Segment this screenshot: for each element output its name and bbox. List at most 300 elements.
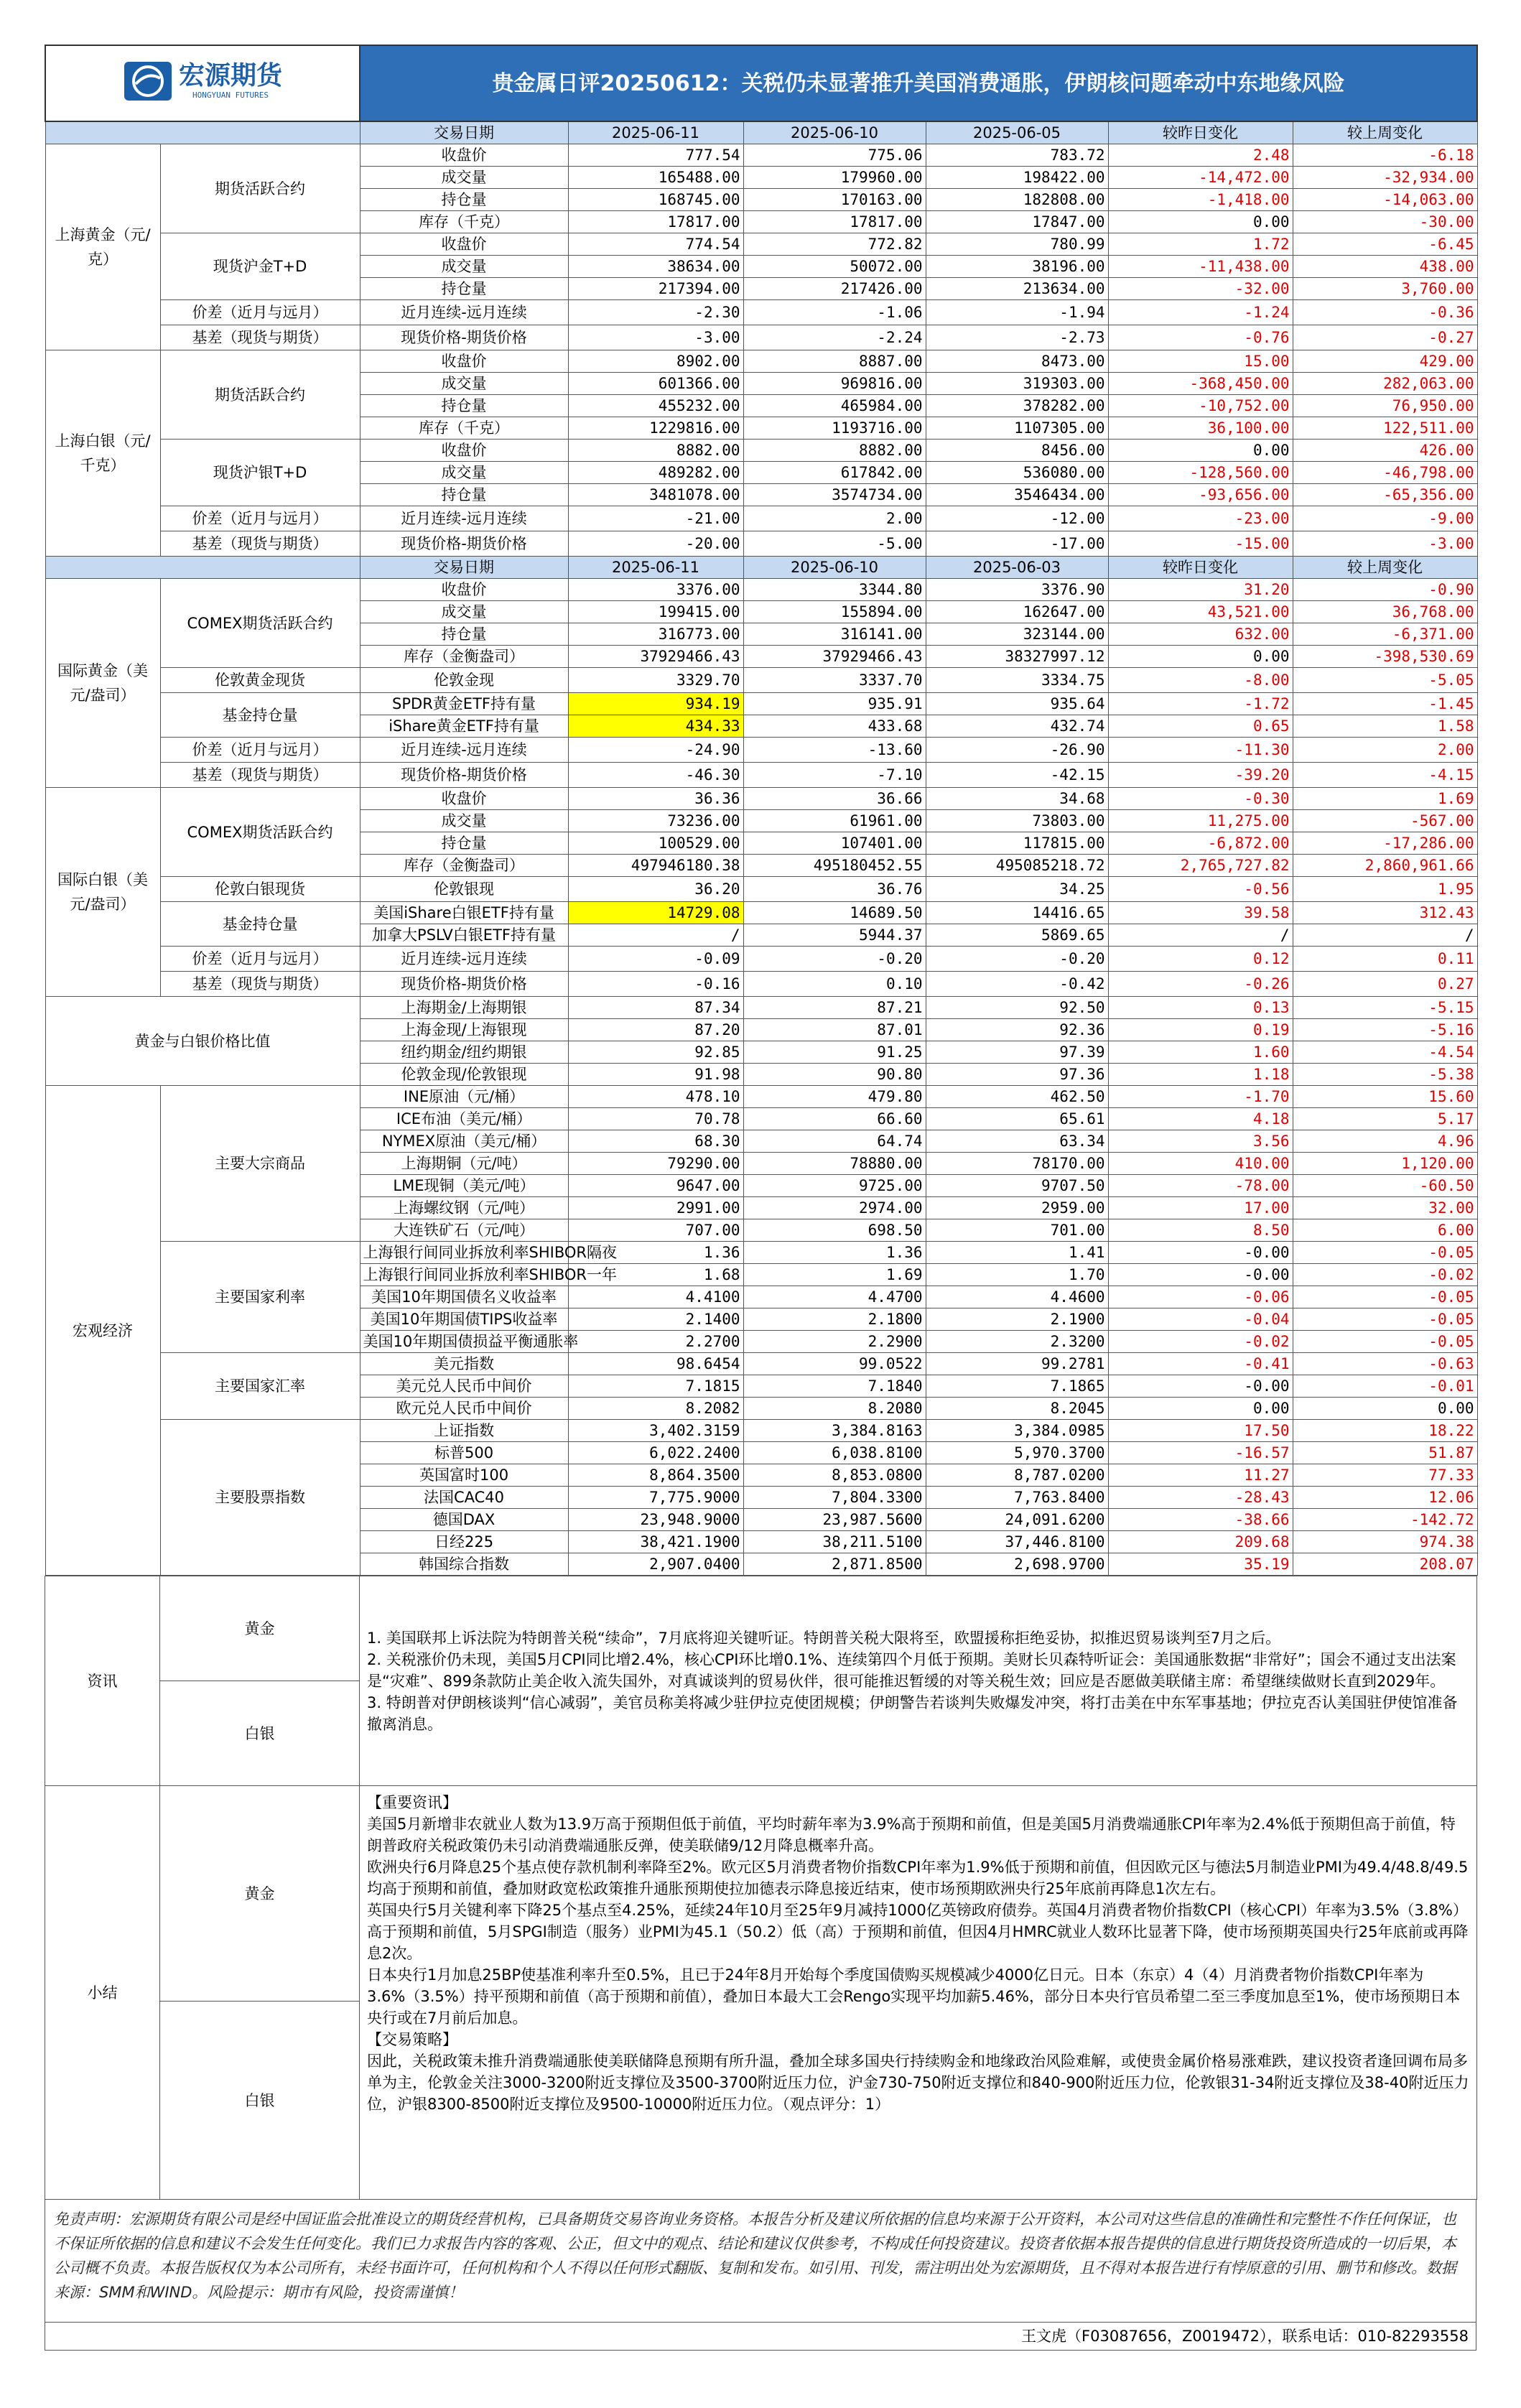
- value-cell: 23,948.9000: [568, 1509, 743, 1531]
- news-row-gold: [45, 1576, 1477, 1681]
- news-content: [360, 1576, 1477, 1786]
- row-label: SPDR黄金ETF持有量: [360, 693, 568, 715]
- value-cell: 1.69: [1293, 788, 1477, 810]
- subgroup-label: 基差（现货与期货）: [160, 972, 360, 997]
- value-cell: 3,760.00: [1293, 278, 1477, 300]
- value-cell: 316773.00: [568, 623, 743, 646]
- row-label: 美元兑人民币中间价: [360, 1375, 568, 1398]
- value-cell: 282,063.00: [1293, 373, 1477, 395]
- column-header: 交易日期: [360, 557, 568, 579]
- value-cell: 43,521.00: [1108, 601, 1293, 623]
- value-cell: 9707.50: [926, 1175, 1108, 1197]
- value-cell: 2974.00: [743, 1197, 926, 1219]
- strategy-heading: 【交易策略】: [367, 2031, 457, 2048]
- value-cell: -0.06: [1108, 1286, 1293, 1308]
- value-cell: -0.27: [1293, 325, 1477, 350]
- value-cell: 79290.00: [568, 1153, 743, 1175]
- value-cell: 6.00: [1293, 1219, 1477, 1242]
- value-cell: 479.80: [743, 1086, 926, 1108]
- row-label: iShare黄金ETF持有量: [360, 715, 568, 738]
- value-cell: 51.87: [1293, 1442, 1477, 1464]
- column-header-row: [45, 557, 1477, 579]
- value-cell: 974.38: [1293, 1531, 1477, 1553]
- value-cell: 0.11: [1293, 947, 1477, 972]
- value-cell: -39.20: [1108, 763, 1293, 788]
- table-row: [45, 788, 1477, 810]
- report-title: 贵金属日评20250612：关税仍未显著推升美国消费通胀，伊朗核问题牵动中东地缘风险: [360, 45, 1477, 121]
- value-cell: -6,371.00: [1293, 623, 1477, 646]
- value-cell: -38.66: [1108, 1509, 1293, 1531]
- value-cell: -65,356.00: [1293, 484, 1477, 506]
- value-cell: 17.00: [1108, 1197, 1293, 1219]
- value-cell: 8.50: [1108, 1219, 1293, 1242]
- value-cell: 78880.00: [743, 1153, 926, 1175]
- row-label: LME现铜（美元/吨）: [360, 1175, 568, 1197]
- summary-heading: 【重要资讯】: [367, 1794, 457, 1811]
- value-cell: -1,418.00: [1108, 189, 1293, 211]
- table-row: [45, 300, 1477, 325]
- table-row: [45, 325, 1477, 350]
- value-cell: 617842.00: [743, 462, 926, 484]
- row-label: 上海银行间同业拆放利率SHIBOR隔夜: [360, 1242, 568, 1264]
- value-cell: 208.07: [1293, 1553, 1477, 1576]
- table-row: [45, 947, 1477, 972]
- value-cell: /: [1293, 924, 1477, 947]
- row-label: 上证指数: [360, 1420, 568, 1442]
- value-cell: -12.00: [926, 506, 1108, 531]
- subgroup-label: 基差（现货与期货）: [160, 325, 360, 350]
- value-cell: 1.58: [1293, 715, 1477, 738]
- value-cell: -32,934.00: [1293, 167, 1477, 189]
- value-cell: 122,511.00: [1293, 417, 1477, 440]
- row-label: 韩国综合指数: [360, 1553, 568, 1576]
- value-cell: -0.02: [1293, 1264, 1477, 1286]
- value-cell: 0.00: [1108, 646, 1293, 668]
- value-cell: 73236.00: [568, 810, 743, 832]
- value-cell: 434.33: [568, 715, 743, 738]
- value-cell: 319303.00: [926, 373, 1108, 395]
- value-cell: 2,860,961.66: [1293, 855, 1477, 877]
- value-cell: 36.66: [743, 788, 926, 810]
- value-cell: -5.38: [1293, 1064, 1477, 1086]
- value-cell: -13.60: [743, 738, 926, 763]
- value-cell: 0.12: [1108, 947, 1293, 972]
- value-cell: -7.10: [743, 763, 926, 788]
- row-label: 欧元兑人民币中间价: [360, 1398, 568, 1420]
- value-cell: 780.99: [926, 233, 1108, 256]
- value-cell: 426.00: [1293, 440, 1477, 462]
- value-cell: 1.36: [568, 1242, 743, 1264]
- value-cell: 6,022.2400: [568, 1442, 743, 1464]
- row-label: 持仓量: [360, 278, 568, 300]
- value-cell: -20.00: [568, 531, 743, 557]
- value-cell: -3.00: [1293, 531, 1477, 557]
- value-cell: 162647.00: [926, 601, 1108, 623]
- row-label: 现货价格-期货价格: [360, 531, 568, 557]
- news-sub-silver: 白银: [160, 1681, 360, 1786]
- value-cell: 0.65: [1108, 715, 1293, 738]
- value-cell: 489282.00: [568, 462, 743, 484]
- group-label: 黄金与白银价格比值: [45, 997, 360, 1086]
- value-cell: -0.76: [1108, 325, 1293, 350]
- summary-paragraph: 欧洲央行6月降息25个基点使存款机制利率降至2%。欧元区5月消费者物价指数CPI年率为1.9%低于预期和前值，但因欧元区与德法5月制造业PMI为49.4/48.8/49.5均高于预期和前值，叠加财政宽松政策推升通胀预期使拉加德表示降息接近结束，使市场预期欧洲央行25年底前再降息1次左右。: [367, 1859, 1469, 1897]
- row-label: 成交量: [360, 256, 568, 278]
- row-label: 收盘价: [360, 144, 568, 167]
- row-label: 加拿大PSLV白银ETF持有量: [360, 924, 568, 947]
- value-cell: 87.01: [743, 1019, 926, 1041]
- value-cell: 37,446.8100: [926, 1531, 1108, 1553]
- value-cell: 438.00: [1293, 256, 1477, 278]
- row-label: INE原油（元/桶）: [360, 1086, 568, 1108]
- value-cell: 15.00: [1108, 350, 1293, 373]
- value-cell: 774.54: [568, 233, 743, 256]
- value-cell: 495085218.72: [926, 855, 1108, 877]
- value-cell: 165488.00: [568, 167, 743, 189]
- value-cell: 3,384.0985: [926, 1420, 1108, 1442]
- row-label: 现货价格-期货价格: [360, 763, 568, 788]
- row-label: 美国10年期国债损益平衡通胀率: [360, 1331, 568, 1353]
- value-cell: 50072.00: [743, 256, 926, 278]
- table-row: [45, 579, 1477, 601]
- row-label: 成交量: [360, 167, 568, 189]
- value-cell: 316141.00: [743, 623, 926, 646]
- value-cell: 61961.00: [743, 810, 926, 832]
- group-label: 宏观经济: [45, 1086, 160, 1576]
- value-cell: 495180452.55: [743, 855, 926, 877]
- subgroup-label: 主要国家利率: [160, 1242, 360, 1353]
- row-label: 成交量: [360, 373, 568, 395]
- subgroup-label: 基差（现货与期货）: [160, 531, 360, 557]
- table-row: [45, 738, 1477, 763]
- value-cell: 3344.80: [743, 579, 926, 601]
- row-label: 近月连续-远月连续: [360, 300, 568, 325]
- value-cell: 698.50: [743, 1219, 926, 1242]
- value-cell: -0.26: [1108, 972, 1293, 997]
- value-cell: -5.16: [1293, 1019, 1477, 1041]
- value-cell: 1.69: [743, 1264, 926, 1286]
- value-cell: 1.95: [1293, 877, 1477, 902]
- value-cell: 31.20: [1108, 579, 1293, 601]
- news-label: 资讯: [45, 1576, 160, 1786]
- value-cell: 4.96: [1293, 1130, 1477, 1153]
- value-cell: 107401.00: [743, 832, 926, 855]
- value-cell: -0.05: [1293, 1331, 1477, 1353]
- value-cell: 429.00: [1293, 350, 1477, 373]
- row-label: 法国CAC40: [360, 1487, 568, 1509]
- value-cell: -78.00: [1108, 1175, 1293, 1197]
- table-row: [45, 1242, 1477, 1264]
- data-table: [45, 45, 1478, 1576]
- value-cell: -1.72: [1108, 693, 1293, 715]
- row-label: 收盘价: [360, 440, 568, 462]
- value-cell: 2.00: [743, 506, 926, 531]
- column-header: 较上周变化: [1293, 557, 1477, 579]
- value-cell: 14416.65: [926, 902, 1108, 924]
- logo-subtext: HONGYUAN FUTURES: [192, 90, 269, 100]
- value-cell: 4.4700: [743, 1286, 926, 1308]
- subgroup-label: 现货沪金T+D: [160, 233, 360, 300]
- column-header: 2025-06-11: [568, 121, 743, 144]
- summary-row-gold: [45, 1786, 1477, 2002]
- value-cell: 11.27: [1108, 1464, 1293, 1487]
- row-label: NYMEX原油（美元/桶）: [360, 1130, 568, 1153]
- value-cell: 70.78: [568, 1108, 743, 1130]
- table-row: [45, 668, 1477, 693]
- value-cell: -1.70: [1108, 1086, 1293, 1108]
- header-blank: [45, 557, 360, 579]
- table-row: [45, 877, 1477, 902]
- news-item: 1. 美国联邦上诉法院为特朗普关税“续命”，7月底将迎关键听证。特朗普关税大限将至，欧盟援称拒绝妥协，拟推迟贸易谈判至7月之后。: [367, 1629, 1281, 1647]
- value-cell: -3.00: [568, 325, 743, 350]
- summary-paragraph: 日本央行1月加息25BP使基准利率升至0.5%，且已于24年8月开始每个季度国债购买规模减少4000亿日元。日本（东京）4（4）月消费者物价指数CPI年率为3.6%（3.5%）持平预期和前值（高于预期和前值），叠加日本最大工会Rengo实现平均加薪5.46%，部分日本央行官员希望二至三季度加息至1%，使市场预期日本央行或在7月前后加息。: [367, 1966, 1461, 2027]
- value-cell: -0.20: [743, 947, 926, 972]
- value-cell: -28.43: [1108, 1487, 1293, 1509]
- value-cell: -0.00: [1108, 1375, 1293, 1398]
- value-cell: 432.74: [926, 715, 1108, 738]
- value-cell: -4.15: [1293, 763, 1477, 788]
- value-cell: 2.1400: [568, 1308, 743, 1331]
- value-cell: -0.04: [1108, 1308, 1293, 1331]
- value-cell: -0.05: [1293, 1308, 1477, 1331]
- value-cell: 323144.00: [926, 623, 1108, 646]
- value-cell: 601366.00: [568, 373, 743, 395]
- value-cell: 312.43: [1293, 902, 1477, 924]
- row-label: 近月连续-远月连续: [360, 738, 568, 763]
- row-label: 美国iShare白银ETF持有量: [360, 902, 568, 924]
- value-cell: 117815.00: [926, 832, 1108, 855]
- value-cell: 17.50: [1108, 1420, 1293, 1442]
- value-cell: 2.1800: [743, 1308, 926, 1331]
- value-cell: 7,804.3300: [743, 1487, 926, 1509]
- value-cell: 775.06: [743, 144, 926, 167]
- table-row: [45, 350, 1477, 373]
- table-row: [45, 1353, 1477, 1375]
- value-cell: 97.39: [926, 1041, 1108, 1064]
- subgroup-label: 价差（近月与远月）: [160, 300, 360, 325]
- value-cell: 168745.00: [568, 189, 743, 211]
- value-cell: 5,970.3700: [926, 1442, 1108, 1464]
- value-cell: 38196.00: [926, 256, 1108, 278]
- row-label: 库存（千克）: [360, 211, 568, 233]
- row-label: 持仓量: [360, 484, 568, 506]
- row-label: 库存（金衡盎司）: [360, 646, 568, 668]
- value-cell: 935.91: [743, 693, 926, 715]
- value-cell: 707.00: [568, 1219, 743, 1242]
- report-page: [45, 45, 1476, 2351]
- value-cell: 2.2700: [568, 1331, 743, 1353]
- value-cell: 3337.70: [743, 668, 926, 693]
- value-cell: 91.25: [743, 1041, 926, 1064]
- value-cell: -8.00: [1108, 668, 1293, 693]
- value-cell: 1229816.00: [568, 417, 743, 440]
- row-label: 近月连续-远月连续: [360, 506, 568, 531]
- value-cell: 8902.00: [568, 350, 743, 373]
- row-label: 成交量: [360, 601, 568, 623]
- value-cell: 2.3200: [926, 1331, 1108, 1353]
- value-cell: -11,438.00: [1108, 256, 1293, 278]
- subgroup-label: 伦敦黄金现货: [160, 668, 360, 693]
- row-label: 上海金现/上海银现: [360, 1019, 568, 1041]
- value-cell: -0.01: [1293, 1375, 1477, 1398]
- value-cell: 8.2080: [743, 1398, 926, 1420]
- value-cell: 97.36: [926, 1064, 1108, 1086]
- value-cell: 1107305.00: [926, 417, 1108, 440]
- value-cell: 772.82: [743, 233, 926, 256]
- subgroup-label: 期货活跃合约: [160, 144, 360, 233]
- row-label: 上海螺纹钢（元/吨）: [360, 1197, 568, 1219]
- column-header: 2025-06-03: [926, 557, 1108, 579]
- value-cell: 4.18: [1108, 1108, 1293, 1130]
- value-cell: 155894.00: [743, 601, 926, 623]
- row-label: 美国10年期国债TIPS收益率: [360, 1308, 568, 1331]
- value-cell: -1.45: [1293, 693, 1477, 715]
- subgroup-label: 价差（近月与远月）: [160, 506, 360, 531]
- value-cell: -23.00: [1108, 506, 1293, 531]
- value-cell: 3,384.8163: [743, 1420, 926, 1442]
- value-cell: 3574734.00: [743, 484, 926, 506]
- value-cell: 0.00: [1293, 1398, 1477, 1420]
- value-cell: -2.30: [568, 300, 743, 325]
- value-cell: 66.60: [743, 1108, 926, 1130]
- info-table: [45, 1576, 1477, 2200]
- value-cell: 7,763.8400: [926, 1487, 1108, 1509]
- disclaimer: 免责声明：宏源期货有限公司是经中国证监会批准设立的期货经营机构，已具备期货交易咨询业务资格。本报告分析及建议所依据的信息均来源于公开资料，本公司对这些信息的准确性和完整性不作任何保证，也不保证所依据的信息和建议不会发生任何变化。我们已力求报告内容的客观、公正，但文中的观点、结论和建议仅供参考，不构成任何投资建议。投资者依据本报告提供的信息进行期货投资所造成的一切后果，本公司概不负责。本报告版权仅为本公司所有，未经书面许可，任何机构和个人不得以任何形式翻版、复制和发布。如引用、刊发，需注明出处为宏源期货，且不得对本报告进行有悖原意的引用、删节和修改。数据来源：SMM和WIND。风险提示：期市有风险，投资需谨慎！: [45, 2200, 1476, 2323]
- table-row: [45, 902, 1477, 924]
- signature: 王文虎（F03087656，Z0019472），联系电话：010-82293558: [45, 2323, 1476, 2351]
- subgroup-label: 主要大宗商品: [160, 1086, 360, 1242]
- summary-label: 小结: [45, 1786, 160, 2200]
- value-cell: 1.36: [743, 1242, 926, 1264]
- value-cell: 6,038.8100: [743, 1442, 926, 1464]
- subgroup-label: 基差（现货与期货）: [160, 763, 360, 788]
- value-cell: -6,872.00: [1108, 832, 1293, 855]
- value-cell: 14689.50: [743, 902, 926, 924]
- row-label: 持仓量: [360, 832, 568, 855]
- subgroup-label: 期货活跃合约: [160, 350, 360, 440]
- value-cell: 7,775.9000: [568, 1487, 743, 1509]
- value-cell: 87.20: [568, 1019, 743, 1041]
- summary-sub-silver: 白银: [160, 2002, 360, 2200]
- value-cell: 410.00: [1108, 1153, 1293, 1175]
- value-cell: -0.02: [1108, 1331, 1293, 1353]
- value-cell: -60.50: [1293, 1175, 1477, 1197]
- value-cell: 3376.90: [926, 579, 1108, 601]
- value-cell: 8,787.0200: [926, 1464, 1108, 1487]
- column-header-row: [45, 121, 1477, 144]
- strategy-text: 因此，关税政策未推升消费端通胀使美联储降息预期有所升温，叠加全球多国央行持续购金和地缘政治风险难解，或使贵金属价格易涨难跌，建议投资者逢回调布局多单为主，伦敦金关注3000-3200附近支撑位及3500-3700附近压力位，沪金730-750附近支撑位和840-900附近压力位，伦敦银31-34附近支撑位及38-40附近压力位，沪银8300-8500附近支撑位及9500-10000附近压力位。（观点评分：1）: [367, 2053, 1469, 2113]
- value-cell: 38,211.5100: [743, 1531, 926, 1553]
- value-cell: 17847.00: [926, 211, 1108, 233]
- value-cell: 36.36: [568, 788, 743, 810]
- value-cell: 36.76: [743, 877, 926, 902]
- value-cell: -398,530.69: [1293, 646, 1477, 668]
- value-cell: 99.0522: [743, 1353, 926, 1375]
- subgroup-label: 主要股票指数: [160, 1420, 360, 1576]
- table-row: [45, 440, 1477, 462]
- group-label: 国际白银（美元/盎司）: [45, 788, 160, 997]
- value-cell: 3,402.3159: [568, 1420, 743, 1442]
- value-cell: 536080.00: [926, 462, 1108, 484]
- value-cell: 7.1815: [568, 1375, 743, 1398]
- row-label: 成交量: [360, 810, 568, 832]
- value-cell: 1.68: [568, 1264, 743, 1286]
- value-cell: 0.27: [1293, 972, 1477, 997]
- value-cell: 465984.00: [743, 395, 926, 417]
- value-cell: 0.00: [1108, 1398, 1293, 1420]
- header-blank: [45, 121, 360, 144]
- value-cell: 433.68: [743, 715, 926, 738]
- value-cell: 1193716.00: [743, 417, 926, 440]
- value-cell: 783.72: [926, 144, 1108, 167]
- subgroup-label: 基金持仓量: [160, 902, 360, 947]
- value-cell: -16.57: [1108, 1442, 1293, 1464]
- value-cell: 12.06: [1293, 1487, 1477, 1509]
- value-cell: -0.05: [1293, 1242, 1477, 1264]
- value-cell: -14,472.00: [1108, 167, 1293, 189]
- value-cell: 17817.00: [568, 211, 743, 233]
- value-cell: -32.00: [1108, 278, 1293, 300]
- logo: [45, 45, 360, 121]
- value-cell: 935.64: [926, 693, 1108, 715]
- value-cell: -0.30: [1108, 788, 1293, 810]
- value-cell: -15.00: [1108, 531, 1293, 557]
- value-cell: 5869.65: [926, 924, 1108, 947]
- value-cell: -93,656.00: [1108, 484, 1293, 506]
- news-item: 3. 特朗普对伊朗核谈判“信心减弱”，美官员称美将减少驻伊拉克使团规模；伊朗警告若谈判失败爆发冲突，将打击美在中东军事基地；伊拉克否认美国驻伊使馆准备撤离消息。: [367, 1693, 1458, 1733]
- value-cell: 36.20: [568, 877, 743, 902]
- value-cell: 17817.00: [743, 211, 926, 233]
- value-cell: 8.2082: [568, 1398, 743, 1420]
- summary-sub-gold: 黄金: [160, 1786, 360, 2002]
- value-cell: -0.90: [1293, 579, 1477, 601]
- value-cell: 8.2045: [926, 1398, 1108, 1420]
- value-cell: 632.00: [1108, 623, 1293, 646]
- row-label: 上海期金/上海期银: [360, 997, 568, 1019]
- value-cell: 777.54: [568, 144, 743, 167]
- value-cell: -10,752.00: [1108, 395, 1293, 417]
- value-cell: -5.05: [1293, 668, 1477, 693]
- table-row: [45, 144, 1477, 167]
- value-cell: 36,100.00: [1108, 417, 1293, 440]
- column-header: 较昨日变化: [1108, 121, 1293, 144]
- value-cell: 4.4100: [568, 1286, 743, 1308]
- row-label: 收盘价: [360, 579, 568, 601]
- value-cell: 1.41: [926, 1242, 1108, 1264]
- value-cell: 3329.70: [568, 668, 743, 693]
- value-cell: 2,698.9700: [926, 1553, 1108, 1576]
- value-cell: 91.98: [568, 1064, 743, 1086]
- row-label: 近月连续-远月连续: [360, 947, 568, 972]
- value-cell: -1.24: [1108, 300, 1293, 325]
- value-cell: 8887.00: [743, 350, 926, 373]
- table-row: [45, 997, 1477, 1019]
- value-cell: 179960.00: [743, 167, 926, 189]
- logo-text: 宏源期货: [179, 61, 283, 90]
- group-label: 上海黄金（元/克）: [45, 144, 160, 350]
- value-cell: 182808.00: [926, 189, 1108, 211]
- value-cell: 92.36: [926, 1019, 1108, 1041]
- row-label: 收盘价: [360, 233, 568, 256]
- value-cell: 35.19: [1108, 1553, 1293, 1576]
- value-cell: 9647.00: [568, 1175, 743, 1197]
- row-label: 伦敦金现: [360, 668, 568, 693]
- value-cell: -24.90: [568, 738, 743, 763]
- value-cell: -142.72: [1293, 1509, 1477, 1531]
- value-cell: -46.30: [568, 763, 743, 788]
- value-cell: 5944.37: [743, 924, 926, 947]
- value-cell: -6.18: [1293, 144, 1477, 167]
- value-cell: 2.1900: [926, 1308, 1108, 1331]
